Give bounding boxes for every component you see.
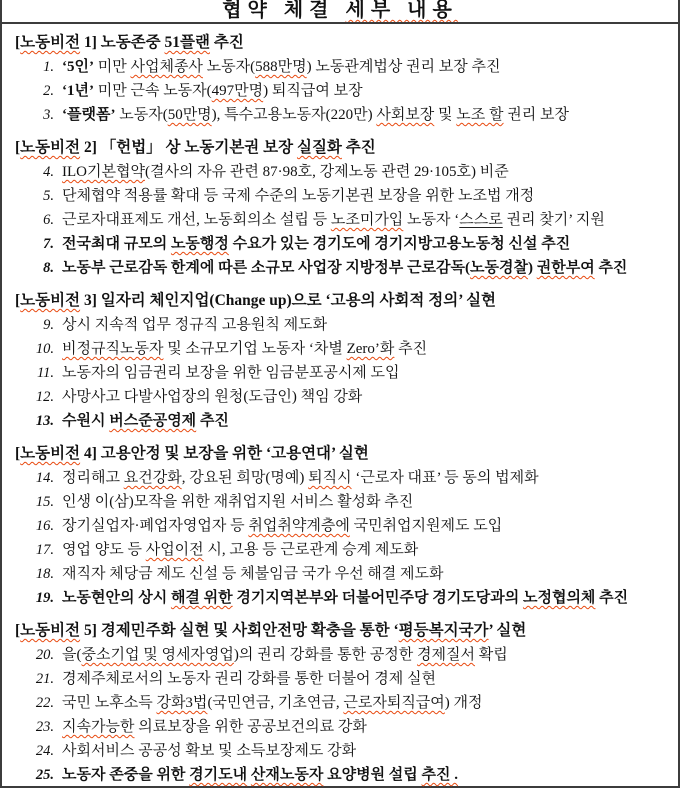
text-segment: 미만 근속 노동자(	[93, 83, 212, 99]
spellcheck-flagged-text: 비정규직노동자	[62, 341, 164, 357]
item-number: 23.	[35, 719, 54, 735]
item-number: 19.	[35, 590, 54, 606]
text-segment: 노동부 근로감독 한계에 따른 소규모 사업장 지방정부 근로감독(	[62, 260, 470, 276]
text-segment: [	[15, 34, 21, 51]
item-number: 25.	[35, 767, 54, 783]
text-segment: 추진	[209, 34, 244, 51]
agenda-item	[15, 667, 670, 691]
agenda-item	[15, 79, 670, 103]
text-segment: 장기실업자·폐업자영업자 등	[62, 518, 249, 534]
item-number: 13.	[35, 413, 54, 429]
spellcheck-flagged-text: 경기도내	[189, 767, 248, 783]
item-number: 1.	[43, 59, 54, 75]
text-segment: (국민연금, 기초연금,	[207, 695, 344, 711]
text-segment: 요양병원 설립	[323, 767, 422, 783]
text-segment: ) 개정	[444, 695, 483, 711]
spellcheck-flagged-text: 해결 위한	[170, 590, 233, 606]
spellcheck-flagged-text: 버스준공영제	[109, 413, 197, 429]
item-text	[62, 466, 539, 490]
agenda-item	[15, 466, 670, 490]
agenda-item	[15, 763, 670, 787]
spellcheck-flagged-text: 근로자퇴직급여	[343, 695, 445, 711]
item-number: 11.	[36, 365, 54, 381]
item-number: 6.	[43, 212, 54, 228]
text-segment: [	[15, 139, 21, 156]
item-text	[62, 55, 501, 79]
text-segment: 영업 양도 등	[62, 542, 146, 558]
spellcheck-flagged-text: 노동비전	[20, 139, 81, 156]
document-title-bar	[2, 0, 678, 24]
section-heading	[15, 442, 670, 466]
agenda-item	[15, 232, 670, 256]
spellcheck-flagged-text: 노동경찰	[470, 260, 528, 276]
item-number: 7.	[43, 236, 54, 252]
text-segment: ‘1년’	[62, 83, 94, 99]
vision-section-1	[15, 31, 670, 127]
text-segment: 확립	[475, 647, 508, 663]
text-segment: 추진	[594, 260, 628, 276]
agenda-item	[15, 208, 670, 232]
agenda-item	[15, 103, 670, 127]
text-segment: 추진	[394, 341, 428, 357]
item-number: 18.	[35, 566, 54, 582]
spellcheck-flagged-text: 노동비전	[20, 34, 81, 51]
item-text	[62, 160, 509, 184]
item-text	[62, 562, 444, 586]
item-number: 14.	[35, 470, 54, 486]
agenda-item	[15, 160, 670, 184]
spellcheck-flagged-text: 퇴직시	[308, 470, 352, 486]
spellcheck-flagged-text: 노동행정	[170, 236, 229, 252]
item-number: 21.	[35, 671, 54, 687]
spellcheck-flagged-text: 산재노동자	[250, 767, 324, 783]
agenda-item	[15, 739, 670, 763]
agenda-item	[15, 490, 670, 514]
spellcheck-flagged-text: 노조미가입	[330, 212, 404, 228]
text-segment: 상시 지속적 업무 정규직 고용원칙 제도화	[62, 317, 328, 333]
text-segment: (결사의 자유 관련 87·98호, 강제노동 관련 29·105호) 비준	[144, 164, 509, 180]
text-segment: 및	[434, 107, 457, 123]
text-segment: ) 퇴직급여 보장	[263, 83, 363, 99]
text-segment: ‘플랫폼’	[62, 107, 116, 123]
document-content	[2, 24, 678, 787]
item-text	[62, 691, 483, 715]
item-text	[62, 184, 534, 208]
item-text	[62, 385, 362, 409]
text-segment: 협약 체결	[222, 0, 346, 21]
spellcheck-flagged-text: 노동비전	[20, 292, 81, 309]
text-segment: 사회서비스 공공성 확보 및 소득보장제도 강화	[62, 743, 357, 759]
spellcheck-flagged-text: 강화3법	[156, 695, 208, 711]
item-text	[62, 409, 229, 433]
spellcheck-flagged-text: 노조 할	[456, 107, 504, 123]
spellcheck-flagged-text: 51플랜	[164, 34, 210, 51]
text-segment: [	[15, 292, 21, 309]
text-segment: 을(	[62, 647, 82, 663]
text-segment: 3] 일자리 체인지업(Change up)으로 ‘고용의 사회적 정의’ 실현	[80, 292, 497, 309]
item-text	[62, 208, 605, 232]
text-segment: 1] 노동존중	[80, 34, 165, 51]
text-segment: 인생 이(삼)모작을 위한 재취업지원 서비스 활성화 추진	[62, 494, 414, 510]
text-segment: 국민취업지원제도 도입	[349, 518, 503, 534]
item-text	[62, 490, 413, 514]
text-segment: 재직자 체당금 제도 신설 등 체불임금 국가 우선 해결 제도화	[62, 566, 444, 582]
spellcheck-flagged-text: 권한부여	[536, 260, 595, 276]
text-segment: 경기지역본부와 더불어민주당 경기도당과의	[232, 590, 523, 606]
item-text	[62, 538, 418, 562]
spellcheck-flagged-text: 요건강화	[123, 470, 182, 486]
vision-section-2	[15, 136, 670, 280]
item-number: 12.	[35, 389, 54, 405]
item-number: 17.	[35, 542, 54, 558]
item-number: 16.	[35, 518, 54, 534]
text-segment: 시, 고용 등 근로관계 승계 제도화	[203, 542, 419, 558]
agenda-item	[15, 643, 670, 667]
agenda-item	[15, 691, 670, 715]
item-number: 20.	[35, 647, 54, 663]
spellcheck-flagged-text: ILO기본협약	[62, 164, 145, 180]
text-segment: 수원시	[62, 413, 110, 429]
item-number: 4.	[43, 164, 54, 180]
text-segment: ) 노동관계법상 권리 보장 추진	[306, 59, 501, 75]
spellcheck-flagged-text: 노동비전	[20, 622, 81, 639]
item-text	[62, 232, 570, 256]
text-segment: [	[15, 445, 21, 462]
text-segment: 전국최대 규모의	[62, 236, 171, 252]
agenda-item	[15, 184, 670, 208]
text-segment: 권리 찾기’ 지원	[502, 212, 605, 228]
text-segment: 노동자의 임금권리 보장을 위한 임금분포공시제 도입	[62, 365, 400, 381]
text-segment: )의 권리 강화를 통한 공정한	[233, 647, 418, 663]
spellcheck-flagged-text: 실질화	[296, 139, 342, 156]
item-text	[62, 667, 436, 691]
agenda-item	[15, 586, 670, 610]
spellcheck-flagged-text: 경제질서	[417, 647, 476, 663]
item-number: 5.	[43, 188, 54, 204]
text-segment: 경제주체로서의 노동자 권리 강화를 통한 더불어 경제 실현	[62, 671, 437, 687]
agenda-item	[15, 337, 670, 361]
spellcheck-flagged-text: 세부 내용	[345, 0, 458, 21]
item-text	[62, 313, 327, 337]
text-segment: ’ 실현	[488, 622, 527, 639]
item-text	[62, 715, 367, 739]
spellcheck-flagged-text: 50만명	[167, 107, 212, 123]
spellcheck-flagged-text: 취업취약계층에	[248, 518, 350, 534]
item-text	[62, 586, 628, 610]
text-segment: , 강요된 희망(명예)	[181, 470, 309, 486]
text-segment: )	[527, 260, 537, 276]
item-number: 9.	[43, 317, 54, 333]
item-text	[62, 739, 356, 763]
text-segment: 근로자대표제도 개선, 노동회의소 설립 등	[62, 212, 331, 228]
text-segment: 노동현안의 상시	[62, 590, 171, 606]
text-segment: 및 소규모기업 노동자 ‘차별	[163, 341, 347, 357]
agenda-item	[15, 514, 670, 538]
spellcheck-flagged-text: 평등복지국가	[398, 622, 489, 639]
text-segment: 정리해고	[62, 470, 124, 486]
item-number: 8.	[43, 260, 54, 276]
spellcheck-flagged-text: Zero’화	[346, 341, 395, 357]
text-segment: 의료보장을 위한 공공보건의료 강화	[134, 719, 367, 735]
agenda-item	[15, 562, 670, 586]
spellcheck-flagged-text: 사회보장	[376, 107, 435, 123]
agenda-item	[15, 361, 670, 385]
text-segment: 2] 「헌법」 상 노동기본권 보장	[80, 139, 297, 156]
agenda-item	[15, 409, 670, 433]
vision-section-5	[15, 619, 670, 787]
spellcheck-flagged-text: 사업체종사	[130, 59, 203, 75]
item-text	[62, 337, 427, 361]
item-number: 3.	[43, 107, 54, 123]
spellcheck-flagged-text: 중소기업 및 영세자영업	[81, 647, 234, 663]
vision-section-4	[15, 442, 670, 610]
agenda-item	[15, 313, 670, 337]
text-segment: ‘근로자 대표’ 등 동의 법제화	[351, 470, 539, 486]
agenda-item	[15, 55, 670, 79]
item-number: 2.	[43, 83, 54, 99]
agenda-item	[15, 538, 670, 562]
section-heading	[15, 289, 670, 313]
agenda-item	[15, 715, 670, 739]
text-segment: ), 특수고용노동자(220만)	[211, 107, 377, 123]
section-heading	[15, 619, 670, 643]
item-text	[62, 103, 569, 127]
text-segment: 노동자 존중을 위한	[62, 767, 190, 783]
item-text	[62, 514, 502, 538]
item-number: 24.	[35, 743, 54, 759]
item-text	[62, 643, 508, 667]
text-segment: 추진	[595, 590, 629, 606]
item-text	[62, 361, 400, 385]
text-segment: 노동자(	[115, 107, 168, 123]
text-segment: 권리 보장	[503, 107, 569, 123]
item-text	[62, 79, 363, 103]
text-segment: 미만	[93, 59, 131, 75]
spellcheck-flagged-text: 588만명	[255, 59, 307, 75]
underlined-text: 스스로	[459, 212, 503, 228]
spellcheck-flagged-text: 사업이전	[145, 542, 204, 558]
item-number: 22.	[35, 695, 54, 711]
spellcheck-flagged-text: 노정협의체	[522, 590, 596, 606]
document-title	[222, 0, 458, 23]
spellcheck-flagged-text: 497만명	[211, 83, 264, 99]
spellcheck-flagged-text: 지속가능한	[62, 719, 135, 735]
section-heading	[15, 31, 670, 55]
agenda-item	[15, 256, 670, 280]
text-segment: 5] 경제민주화 실현 및 사회안전망 확충을 통한 ‘	[80, 622, 399, 639]
agenda-item	[15, 385, 670, 409]
section-heading	[15, 136, 670, 160]
text-segment: 노동자(	[202, 59, 256, 75]
text-segment: 추진	[196, 413, 229, 429]
text-segment: 노동자 ‘	[403, 212, 460, 228]
item-text	[62, 763, 458, 787]
text-segment: ‘5인’	[62, 59, 94, 75]
spellcheck-flagged-text: 노동비전	[20, 445, 81, 462]
item-number: 15.	[35, 494, 54, 510]
text-segment: 4] 고용안정 및 보장을 위한 ‘고용연대’ 실현	[80, 445, 369, 462]
vision-section-3	[15, 289, 670, 433]
text-segment: [	[15, 622, 21, 639]
text-segment: 추진	[341, 139, 376, 156]
text-segment: 수요가 있는 경기도에 경기지방고용노동청 신설 추진	[228, 236, 571, 252]
text-segment: 사망사고 다발사업장의 원청(도급인) 책임 강화	[62, 389, 363, 405]
item-text	[62, 256, 627, 280]
spellcheck-flagged-text: 추진 .	[421, 767, 459, 783]
text-segment: 국민 노후소득	[62, 695, 157, 711]
item-number: 10.	[35, 341, 54, 357]
text-segment: 단체협약 적용률 확대 등 국제 수준의 노동기본권 보장을 위한 노조법 개정	[62, 188, 535, 204]
